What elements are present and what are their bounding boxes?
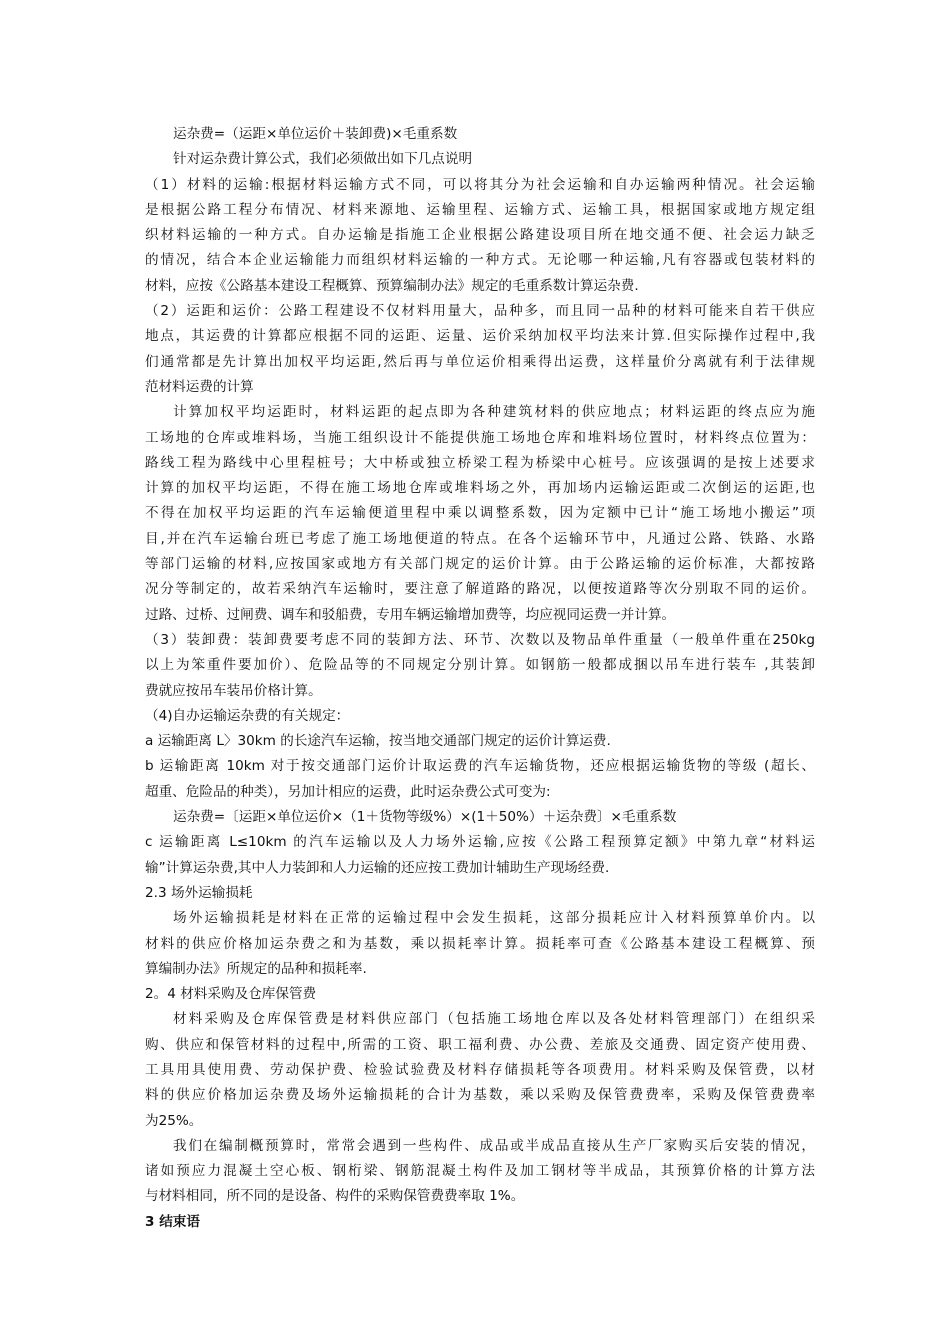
text-line: 材料，应按《公路基本建设工程概算、预算编制办法》规定的毛重系数计算运杂费. bbox=[145, 277, 639, 294]
text-line: 地点，其运费的计算都应根据不同的运距、运量、运价采纳加权平均法来计算.但实际操作过程中,我 bbox=[145, 328, 815, 345]
text-line: 诸如预应力混凝土空心板、钢桁梁、钢筋混凝土构件及加工钢材等半成品，其预算价格的计算方法 bbox=[145, 1163, 815, 1180]
text-line: 我们在编制概预算时，常常会遇到一些构件、成品或半成品直接从生产厂家购买后安装的情况， bbox=[173, 1137, 815, 1154]
text-line: 不得在加权平均运距的汽车运输便道里程中乘以调整系数，因为定额中已计“施工场地小搬运”项 bbox=[145, 505, 815, 522]
text-line: 以上为笨重件要加价）、危险品等的不同规定分别计算。如钢筋一般都成捆以吊车进行装车 ,其装卸 bbox=[145, 657, 815, 674]
text-line: 运杂费=〔运距×单位运价×（1＋货物等级%）×(1＋50%）＋运杂费〕×毛重系数 bbox=[173, 809, 677, 826]
text-line: 织材料运输的一种方式。自办运输是指施工企业根据公路建设项目所在地交通不便、社会运力缺乏 bbox=[145, 227, 815, 244]
text-line: 计算的加权平均运距，不得在施工场地仓库或堆料场之外，再加场内运输运距或二次倒运的运距,也 bbox=[145, 480, 815, 497]
text-line: 是根据公路工程分布情况、材料来源地、运输里程、运输方式、运输工具，根据国家或地方规定组 bbox=[145, 201, 815, 218]
text-line: （4)自办运输运杂费的有关规定： bbox=[145, 707, 350, 724]
text-line: 况分等制定的，故若采纳汽车运输时，要注意了解道路的路况，以便按道路等次分别取不同的运价。 bbox=[145, 581, 815, 598]
text-line: 工具用具使用费、劳动保护费、检验试验费及材料存储损耗等各项费用。材料采购及保管费，以材 bbox=[145, 1061, 815, 1078]
text-line: 材料采购及仓库保管费是材料供应部门（包括施工场地仓库以及各处材料管理部门）在组织采 bbox=[173, 1011, 815, 1028]
text-line: （2）运距和运价：公路工程建设不仅材料用量大，品种多，而且同一品种的材料可能来自若干供应 bbox=[145, 303, 815, 320]
text-line: 材料的供应价格加运杂费之和为基数，乘以损耗率计算。损耗率可查《公路基本建设工程概算、预 bbox=[145, 935, 815, 952]
text-line: c 运输距离 L≤10km 的汽车运输以及人力场外运输,应按《公路工程预算定额》中第九章“材料运 bbox=[145, 834, 815, 851]
text-line: 3 结束语 bbox=[145, 1213, 200, 1230]
text-line: 场外运输损耗是材料在正常的运输过程中会发生损耗，这部分损耗应计入材料预算单价内。以 bbox=[173, 910, 815, 927]
text-line: 计算加权平均运距时，材料运距的起点即为各种建筑材料的供应地点；材料运距的终点应为施 bbox=[173, 404, 815, 421]
text-line: （3）装卸费：装卸费要考虑不同的装卸方法、环节、次数以及物品单件重量（一般单件重在250kg bbox=[145, 631, 815, 648]
text-line: 们通常都是先计算出加权平均运距,然后再与单位运价相乘得出运费，这样量价分离就有利于法律规 bbox=[145, 353, 815, 370]
text-line: 运杂费=（运距×单位运价＋装卸费)×毛重系数 bbox=[173, 126, 458, 142]
text-line: 路线工程为路线中心里程桩号；大中桥或独立桥梁工程为桥梁中心桩号。应该强调的是按上述要求 bbox=[145, 454, 815, 471]
text-line: 输”计算运杂费,其中人力装卸和人力运输的还应按工费加计辅助生产现场经费. bbox=[145, 859, 610, 876]
text-line: 超重、危险品的种类），另加计相应的运费，此时运杂费公式可变为: bbox=[145, 783, 551, 800]
text-line: 的情况，结合本企业运输能力而组织材料运输的一种方式。无论哪一种运输,凡有容器或包装材料的 bbox=[145, 252, 815, 269]
text-line: 工场地的仓库或堆料场，当施工组织设计不能提供施工场地仓库和堆料场位置时，材料终点位置为： bbox=[145, 429, 815, 446]
text-line: 过路、过桥、过闸费、调车和驳船费，专用车辆运输增加费等，均应视同运费一并计算。 bbox=[145, 606, 676, 623]
text-line: b 运输距离 10km 对于按交通部门运价计取运费的汽车运输货物，还应根据运输货物的等级 (超长、 bbox=[145, 758, 815, 775]
text-line: 为25%。 bbox=[145, 1112, 203, 1129]
text-line: 购、供应和保管材料的过程中,所需的工资、职工福利费、办公费、差旅及交通费、固定资产使用费、 bbox=[145, 1036, 815, 1053]
text-line: 2。4 材料采购及仓库保管费 bbox=[145, 986, 317, 1003]
text-line: 费就应按吊车装吊价格计算。 bbox=[145, 682, 322, 699]
text-line: 与材料相同，所不同的是设备、构件的采购保管费费率取 1%。 bbox=[145, 1188, 525, 1205]
text-line: 针对运杂费计算公式，我们必须做出如下几点说明 bbox=[173, 151, 473, 168]
text-line: 2.3 场外运输损耗 bbox=[145, 884, 253, 901]
text-line: a 运输距离 L〉30km 的长途汽车运输，按当地交通部门规定的运价计算运费. bbox=[145, 733, 611, 750]
text-line: 料的供应价格加运杂费及场外运输损耗的合计为基数，乘以采购及保管费费率，采购及保管费费率 bbox=[145, 1087, 815, 1104]
text-line: 等部门运输的材料,应按国家或地方有关部门规定的运价计算。由于公路运输的运价标准，大都按路 bbox=[145, 556, 815, 573]
text-line: 算编制办法》所规定的品种和损耗率. bbox=[145, 960, 367, 977]
text-line: （1）材料的运输:根据材料运输方式不同，可以将其分为社会运输和自办运输两种情况。社会运输 bbox=[145, 176, 815, 193]
text-line: 目,并在汽车运输台班已考虑了施工场地便道的特点。在各个运输环节中，凡通过公路、铁路、水路 bbox=[145, 530, 815, 547]
document-body bbox=[145, 122, 815, 1235]
text-line: 范材料运费的计算 bbox=[145, 378, 254, 395]
